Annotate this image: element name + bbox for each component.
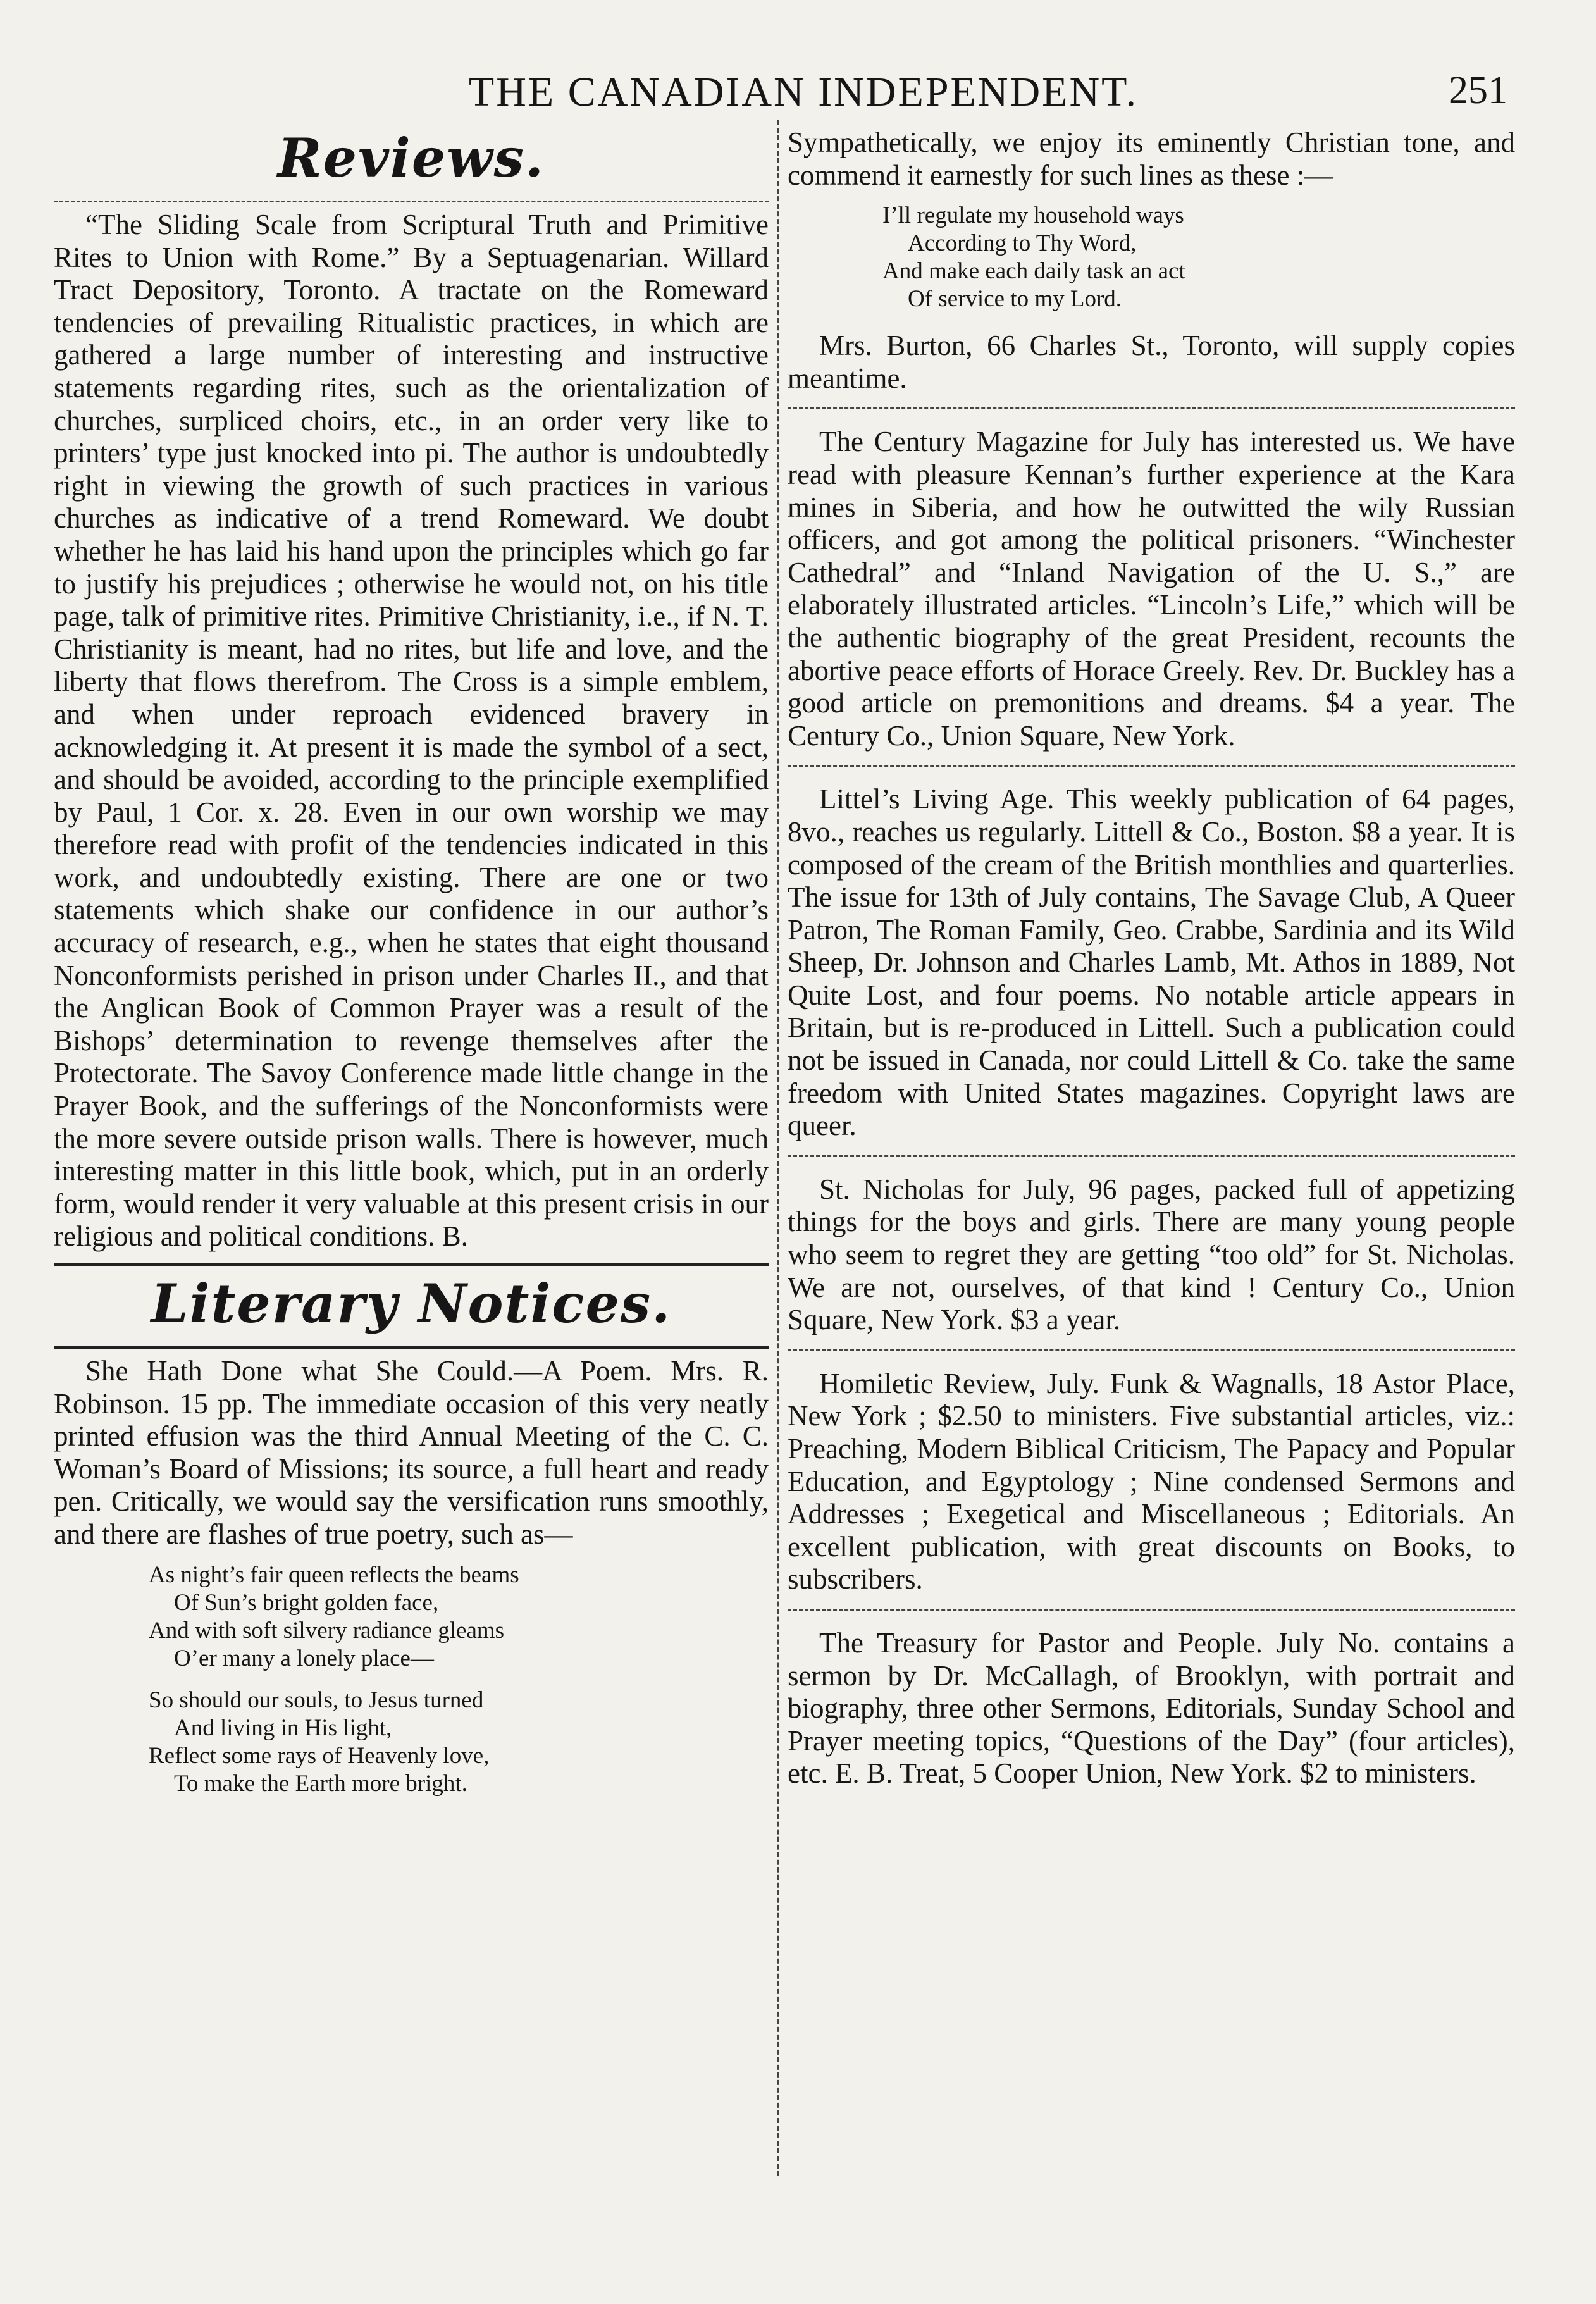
literary-notices-heading: Literary Notices. [151, 1272, 672, 1335]
notice-continuation: Sympathetically, we enjoy its eminently Christian tone, and commend it earnestly for such lines as these :— [788, 127, 1515, 191]
notices-bottom-rule [54, 1346, 769, 1349]
poem-line: And with soft silvery radiance gleams [149, 1617, 505, 1644]
hymn-line: According to Thy Word, [908, 230, 1137, 257]
hymn-line: Of service to my Lord. [908, 286, 1122, 313]
page-number: 251 [1449, 69, 1507, 112]
notice-homiletic-review [788, 1349, 1515, 1596]
hymn-line: And make each daily task an act [882, 258, 1185, 285]
reviews-heading: Reviews. [277, 127, 545, 189]
notice-she-hath-done: She Hath Done what She Could.—A Poem. Mrs. R. Robinson. 15 pp. The immediate occasion of this very neatly printed effusion was the third Annual Meeting of the C. C. Woman’s Board of Missions; its source, a full heart and ready pen. Critically, we would say the versification runs smoothly, and there are flashes of true poetry, such as— [54, 1355, 769, 1550]
poem-line: Of Sun’s bright golden face, [174, 1589, 439, 1616]
poem-excerpt [149, 1561, 769, 1798]
notice-separator [788, 765, 1515, 767]
poem-line: And living in His light, [174, 1714, 392, 1741]
left-column [54, 127, 769, 1814]
notices-top-rule [54, 1263, 769, 1266]
right-column [788, 127, 1515, 1800]
poem-line: As night’s fair queen reflects the beams [149, 1561, 519, 1588]
notice-separator [788, 407, 1515, 409]
notice-text: Littel’s Living Age. This weekly publication of 64 pages, 8vo., reaches us regularly. Littell & Co., Boston. $8 a year. It is composed of the cream of the British monthlies and quarterlies. The issue for 13th of July contains, The Savage Club, A Queer Patron, The Roman Family, Geo. Crabbe, Sardinia and its Wild Sheep, Dr. Johnson and Charles Lamb, Mt. Athos in 1889, Not Quite Lost, and four poems. No notable article appears in Britain, but is re-produced in Littell. Such a publication could not be issued in Canada, nor could Littell & Co. take the same freedom with United States magazines. Copyright laws are queer. [788, 783, 1515, 1142]
notice-text: The Century Magazine for July has interested us. We have read with pleasure Kennan’s further experience at the Kara mines in Siberia, and how he outwitted the wily Russian officers, and got among the political prisoners. “Winchester Cathedral” and “Inland Navigation of the U. S.,” are elaborately illustrated articles. “Lincoln’s Life,” which will be the authentic biography of the great President, recounts the abortive peace efforts of Horace Greely. Rev. Dr. Buckley has a good article on premonitions and dreams. $4 a year. The Century Co., Union Square, New York. [788, 426, 1515, 752]
burton-supply-note: Mrs. Burton, 66 Charles St., Toronto, will supply copies meantime. [788, 330, 1515, 394]
notice-separator [788, 1155, 1515, 1157]
poem-line: So should our souls, to Jesus turned [149, 1687, 484, 1713]
notice-separator [788, 1349, 1515, 1351]
notice-text: Homiletic Review, July. Funk & Wagnalls, 18 Astor Place, New York ; $2.50 to ministers. Five substantial articles, viz.: Preaching, Modern Biblical Criticism, The Papacy and Popular Education, and Egyptology ; Nine condensed Sermons and Addresses ; Exegetical and Miscellaneous ; Editorials. An excellent publication, with great discounts on Books, to subscribers. [788, 1367, 1515, 1595]
notice-separator [788, 1609, 1515, 1611]
hymn-excerpt [882, 202, 1515, 313]
stanza-gap [149, 1673, 769, 1687]
notice-text: The Treasury for Pastor and People. July No. contains a sermon by Dr. McCallagh, of Brooklyn, with portrait and biography, three other Sermons, Editorials, Sunday School and Prayer meeting topics, “Questions of the Day” (four articles), etc. E. B. Treat, 5 Cooper Union, New York. $2 to ministers. [788, 1626, 1515, 1790]
reviews-rule [54, 201, 769, 202]
review-sliding-scale: “The Sliding Scale from Scriptural Truth and Primitive Rites to Union with Rome.” By a Septuagenarian. Willard Tract Depository, Toronto. A tractate on the Romeward tendencies of prevailing Ritualistic practices, in which are gathered a large number of interesting and instructive statements regarding rites, such as the orientalization of churches, surpliced choirs, etc., in an order very like to printers’ type just knocked into pi. The author is undoubtedly right in viewing the growth of such practices in various churches as indicative of a trend Romeward. We doubt whether he has laid his hand upon the principles which go far to justify his prejudices ; otherwise he would not, on his title page, talk of primitive rites. Primitive Christianity, i.e., if N. T. Christianity is meant, had no rites, but life and love, and the liberty that flows therefrom. The Cross is a simple emblem, and when under reproach evidenced bravery in acknowledging it. At present it is made the symbol of a sect, and should be avoided, according to the principle exemplified by Paul, 1 Cor. x. 28. Even in our own worship we may therefore read with profit of the tendencies indicated in this work, and undoubtedly existing. There are one or two statements which shake our confidence in our author’s accuracy of research, e.g., when he states that eight thousand Nonconformists perished in prison under Charles II., and that the Anglican Book of Common Prayer was a result of the Bishops’ determination to revenge themselves after the Protectorate. The Savoy Conference made little change in the Prayer Book, and the sufferings of the Nonconformists were the more severe outside prison walls. There is however, much interesting matter in this little book, which, put in an orderly form, would render it very valuable at this present crisis in our religious and political conditions. B. [54, 209, 769, 1253]
running-title: THE CANADIAN INDEPENDENT. [468, 69, 1139, 115]
poem-line: O’er many a lonely place— [174, 1645, 434, 1671]
notice-century-magazine [788, 407, 1515, 752]
column-divider [777, 120, 779, 2176]
poem-line: To make the Earth more bright. [174, 1770, 467, 1797]
poem-line: Reflect some rays of Heavenly love, [149, 1742, 490, 1769]
notice-st-nicholas [788, 1155, 1515, 1337]
hymn-line: I’ll regulate my household ways [882, 202, 1184, 229]
notice-treasury [788, 1609, 1515, 1790]
notice-text: St. Nicholas for July, 96 pages, packed full of appetizing things for the boys and girls. There are many young people who seem to regret they are getting “too old” for St. Nicholas. We are not, ourselves, of that kind ! Century Co., Union Square, New York. $3 a year. [788, 1173, 1515, 1336]
notice-living-age [788, 765, 1515, 1143]
